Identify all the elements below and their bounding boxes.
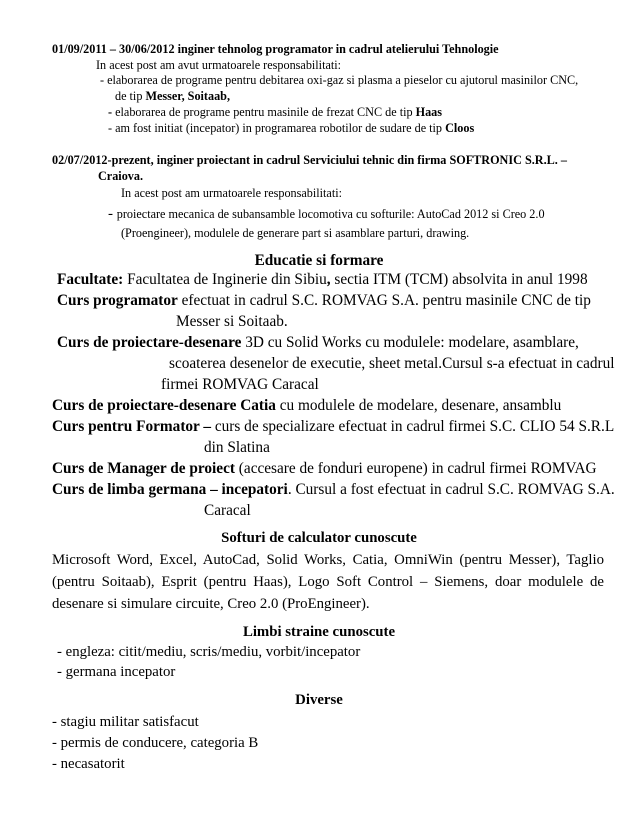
edu-formator-cont: din Slatina [204,439,270,456]
edu-facultate [57,271,588,289]
edu-programator [57,292,591,310]
edu-catia-label: Curs de proiectare-desenare Catia [52,397,276,414]
edu-programator-cont: Messer si Soitaab. [176,313,288,330]
edu-germana-text: . Cursul a fost efectuat in cadrul S.C. ROMVAG S.A. [287,481,615,498]
job2-resp-1-dash: - [108,206,117,222]
job1-resp-2-text: elaborarea de programe pentru masinile de frezat CNC de tip [115,105,416,119]
misc-license: - permis de conducere, categoria B [52,735,259,751]
edu-manager [52,460,597,478]
edu-catia-text: cu modulele de modelare, desenare, ansamblu [275,397,562,414]
edu-manager-label: Curs de Manager de proiect [52,460,235,477]
edu-germana [52,481,615,499]
job1-resp-1: - elaborarea de programe pentru debitarea oxi-gaz si plasma a pieselor cu ajutorul masinilor CNC, [100,73,579,87]
language-german: - germana incepator [57,664,176,680]
misc-military: - stagiu militar satisfacut [52,714,199,730]
job1-resp-2-dash: - [108,105,116,119]
job1-header: 01/09/2011 – 30/06/2012 inginer tehnolog programator in cadrul atelierului Tehnologie [52,42,499,56]
language-english: - engleza: citit/mediu, scris/mediu, vorbit/incepator [57,644,361,660]
job1-intro: In acest post am avut urmatoarele responsabilitati: [96,58,342,72]
job1-resp-1-cont-text: de tip [115,89,146,103]
job2-resp-1-text: proiectare mecanica de subansamble locomotiva cu softurile: AutoCad 2012 si Creo 2.0 [116,207,545,221]
edu-formator-text: curs de specializare efectuat in cadrul firmei S.C. CLIO 54 S.R.L [211,418,615,435]
edu-programator-label: Curs programator [57,292,178,309]
education-title: Educatie si formare [254,252,384,269]
edu-catia [52,397,561,415]
edu-germana-label: Curs de limba germana – incepatori [52,481,288,498]
edu-proiectare-text: 3D cu Solid Works cu modulele: modelare, asamblare, [241,334,579,351]
edu-proiectare [57,334,579,352]
job2-resp-1 [108,206,545,223]
job1-resp-3-text: - am fost initiat (incepator) in programarea robotilor de sudare de tip [108,121,446,135]
edu-facultate-text-b: sectia ITM (TCM) absolvita in anul 1998 [330,271,588,288]
job2-header: 02/07/2012-prezent, inginer proiectant in cadrul Serviciului tehnic din firma SOFTRONIC S.R.L. – [52,153,567,167]
edu-proiectare-label: Curs de proiectare-desenare [57,334,242,351]
software-title: Softuri de calculator cunoscute [221,530,417,546]
job2-intro: In acest post am urmatoarele responsabilitati: [121,186,342,200]
misc-title: Diverse [295,692,343,708]
job1-resp-2-machine: Haas [415,105,443,119]
languages-title: Limbi straine cunoscute [242,624,396,640]
edu-facultate-text-a: Facultatea de Inginerie din Sibiu [123,271,327,288]
job2-header-city: Craiova. [98,169,144,183]
edu-manager-text: (accesare de fonduri europene) in cadrul firmei ROMVAG [234,460,597,477]
software-line-1: Microsoft Word, Excel, AutoCad, Solid Works, Catia, OmniWin (pentru Messer), Taglio [52,552,604,568]
misc-marital: - necasatorit [52,756,125,772]
edu-facultate-label: Facultate: [57,271,124,288]
job1-resp-1-machines: Messer, Soitaab, [145,89,230,103]
job2-resp-1-cont: (Proengineer), modulele de generare part si asamblare parturi, drawing. [121,226,470,240]
edu-formator [52,418,614,436]
job1-resp-2 [108,105,442,119]
edu-formator-label: Curs pentru Formator – [52,418,212,435]
job1-resp-1-cont [115,89,230,103]
edu-proiectare-cont-2: firmei ROMVAG Caracal [161,376,319,393]
software-line-2: (pentru Soitaab), Esprit (pentru Haas), Logo Soft Control – Siemens, doar modulele de [52,574,604,590]
edu-programator-text: efectuat in cadrul S.C. ROMVAG S.A. pentru masinile CNC de tip [177,292,591,309]
edu-proiectare-cont-1: scoaterea desenelor de executie, sheet metal.Cursul s-a efectuat in cadrul [169,355,615,372]
software-line-3: desenare si simulare circuite, Creo 2.0 (ProEngineer). [52,596,370,612]
job1-resp-3-robot: Cloos [445,121,475,135]
job1-resp-3 [108,121,474,135]
edu-germana-cont: Caracal [204,502,251,519]
edu-facultate-comma: , [326,271,331,288]
